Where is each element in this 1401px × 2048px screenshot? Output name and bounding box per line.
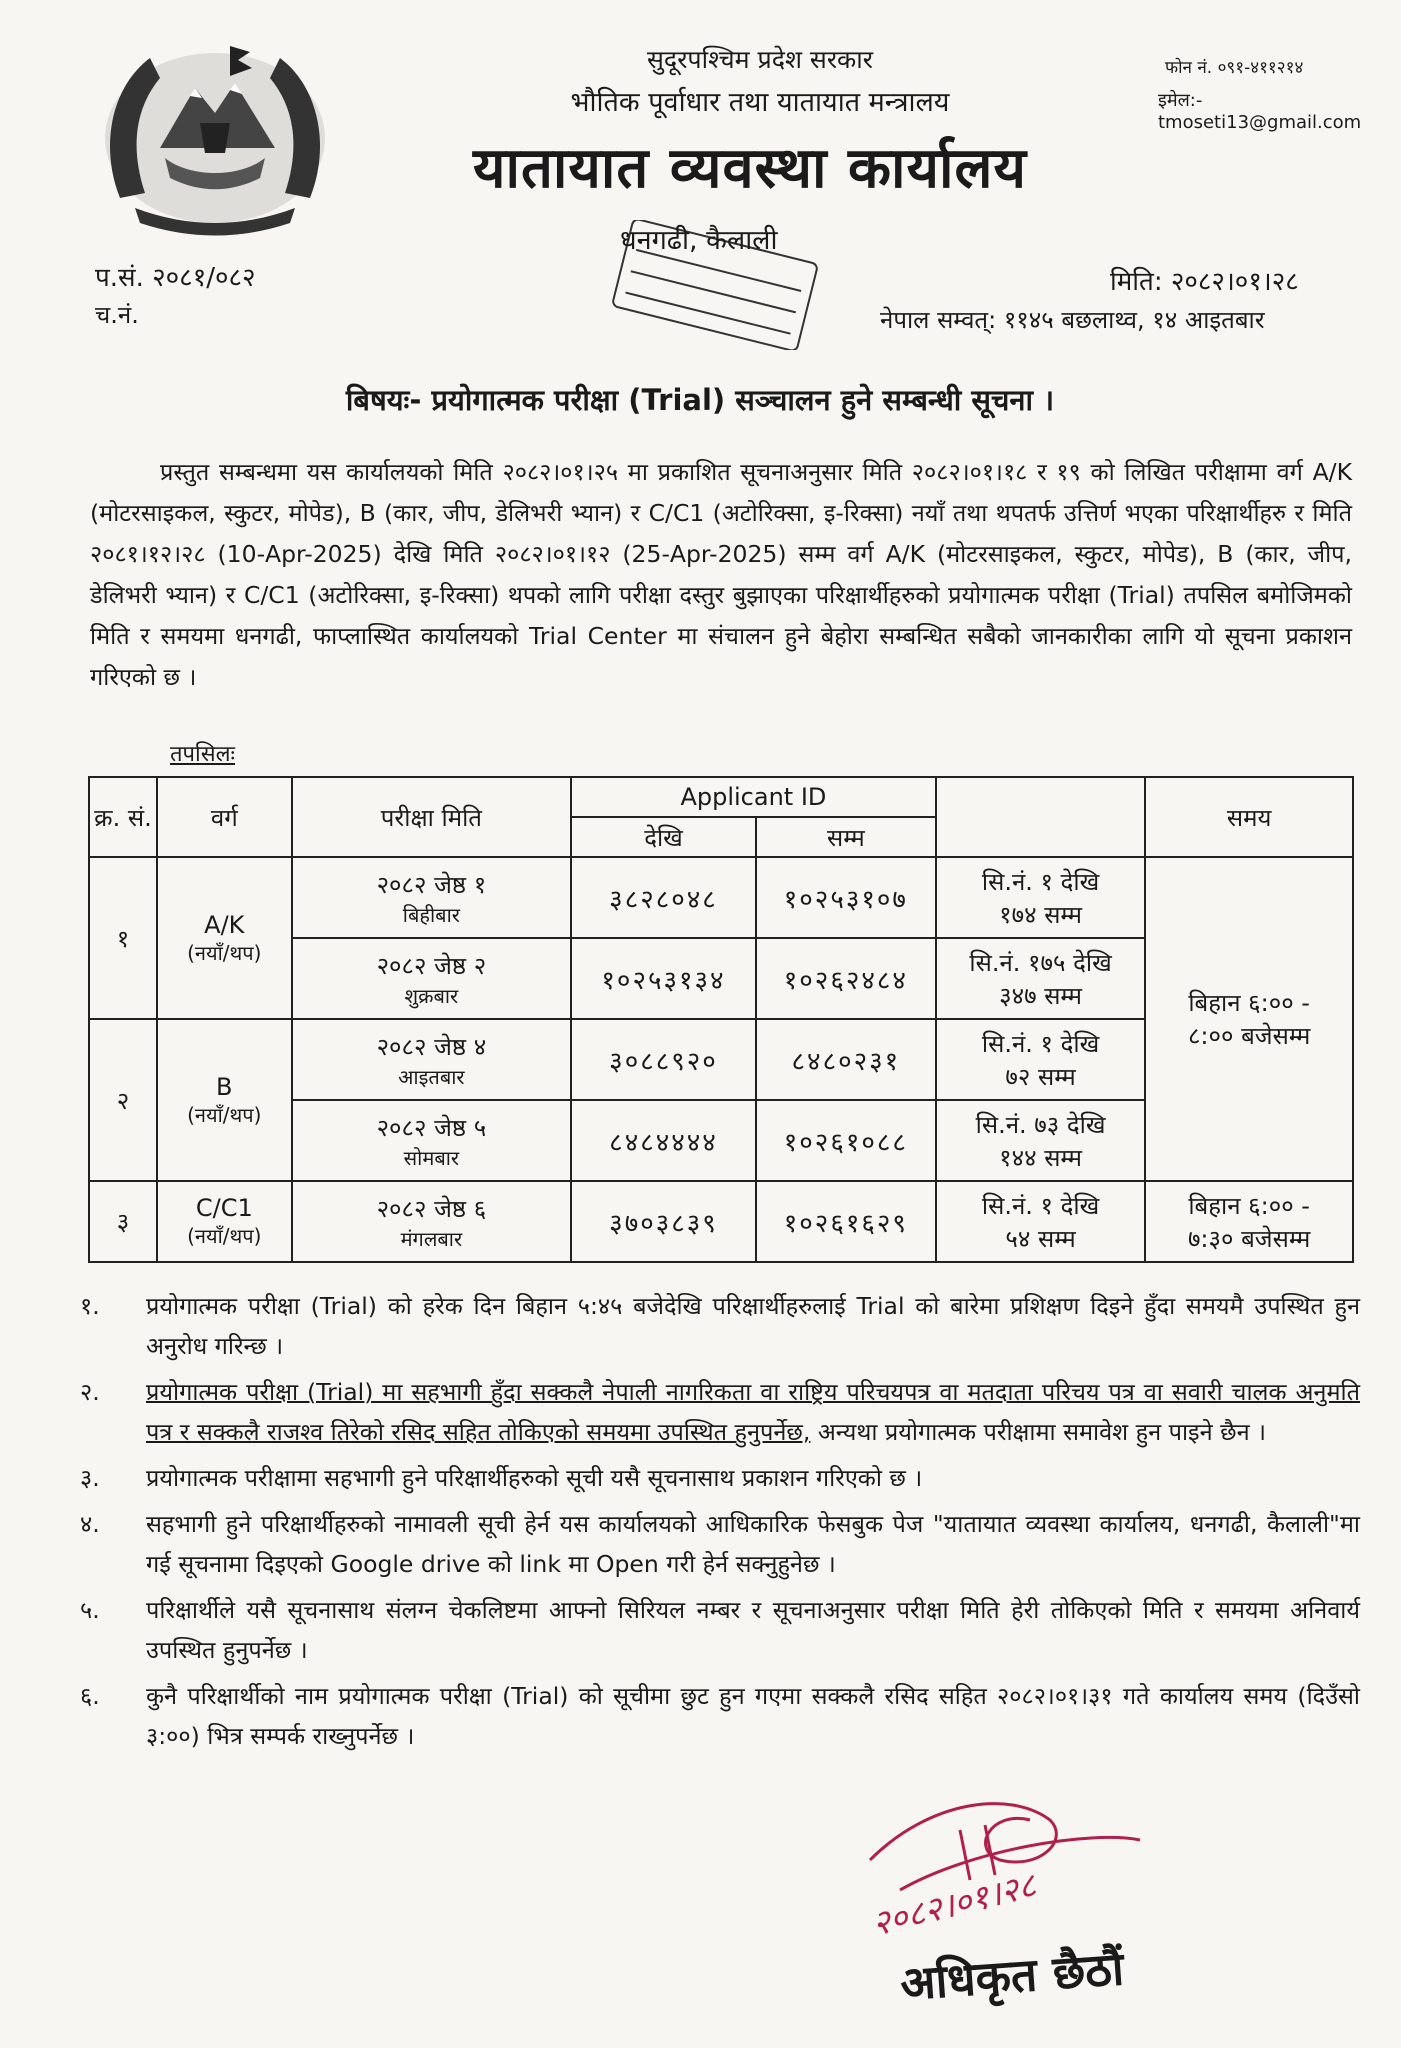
cell-id-from: ३८२८०४८ [571, 857, 756, 938]
exam-day: बिहीबार [402, 902, 460, 927]
header-serial [936, 777, 1146, 857]
dispatch-number: च.नं. [95, 301, 139, 329]
signature-date: २०८२।०१।२८ [868, 1865, 1041, 1945]
list-item [80, 1590, 1360, 1670]
office-location: धनगढी, कैलाली [620, 225, 778, 256]
list-item [80, 1504, 1360, 1584]
exam-date: २०८२ जेष्ठ ५ [376, 1113, 487, 1142]
government-name: सुदूरपश्चिम प्रदेश सरकार [647, 45, 873, 74]
nepal-samvat-date: नेपाल सम्वत्: ११४५ बछलाथ्व, १४ आइतबार [880, 306, 1265, 334]
cell-category [157, 1181, 292, 1262]
notice-subject: बिषयः- प्रयोगात्मक परीक्षा (Trial) सञ्चालन हुने सम्बन्धी सूचना । [345, 383, 1055, 417]
cell-id-to: १०२५३१०७ [756, 857, 936, 938]
header-applicant-id: Applicant ID [571, 777, 936, 817]
cell-id-from: ८४८४४४४ [571, 1100, 756, 1181]
email-address: इमेल:- tmoseti13@gmail.com [1158, 90, 1362, 133]
cell-exam-date [292, 1019, 571, 1100]
note-text: परिक्षार्थीले यसै सूचनासाथ संलग्न चेकलिष्टमा आफ्नो सिरियल नम्बर र सूचनाअनुसार परीक्षा मिति हेरी तोकिएको मिति र समयमा अनिवार्य उपस्थित हुनुपर्नेछ । [146, 1596, 1360, 1664]
exam-date: २०८२ जेष्ठ ४ [376, 1032, 487, 1061]
list-item [80, 1286, 1360, 1366]
details-label: तपसिलः [170, 742, 235, 767]
header-category: वर्ग [157, 777, 292, 857]
note-text: सहभागी हुने परिक्षार्थीहरुको नामावली सूची हेर्न यस कार्यालयको आधिकारिक फेसबुक पेज "यातायात व्यवस्था कार्यालय, धनगढी, कैलाली"मा गई सूचनामा दिइएको Google drive को link मा Open गरी हेर्न सक्नुहुनेछ । [146, 1510, 1360, 1578]
note-number: ४. [80, 1510, 100, 1538]
note-text-underlined: प्रयोगात्मक परीक्षा (Trial) मा सहभागी हुँदा सक्कलै नेपाली नागरिकता वा राष्ट्रिय परिचयपत्र वा मतदाता परिचय पत्र वा सवारी चालक अनुमति पत्र र सक्कलै राजश्व तिरेको रसिद सहित तोकिएको समयमा उपस्थित हुनुपर्नेछ, [146, 1378, 1360, 1446]
cell-exam-date [292, 1181, 571, 1262]
cell-serial [936, 1019, 1146, 1100]
serial-to: ७२ सम्म [1005, 1062, 1076, 1091]
header-sn: क्र. सं. [89, 777, 157, 857]
cell-category [157, 857, 292, 1019]
serial-from: सि.नं. १ देखि [981, 1191, 1100, 1220]
exam-day: आइतबार [398, 1064, 465, 1089]
exam-day: शुक्रबार [404, 983, 459, 1008]
note-text: प्रयोगात्मक परीक्षामा सहभागी हुने परिक्षार्थीहरुको सूची यसै सूचनासाथ प्रकाशन गरिएको छ । [146, 1464, 923, 1492]
note-number: ३. [80, 1464, 100, 1492]
note-number: ५. [80, 1596, 100, 1624]
office-name: यातायात व्यवस्था कार्यालय [473, 136, 1027, 201]
phone-number: फोन नं. ०९१-४११२१४ [1165, 58, 1304, 78]
category-code: B [216, 1072, 233, 1101]
reference-number: प.सं. २०८१/०८२ [95, 263, 256, 293]
serial-to: १४४ सम्म [999, 1143, 1082, 1172]
note-text: अन्यथा प्रयोगात्मक परीक्षामा समावेश हुन पाइने छैन । [810, 1418, 1266, 1446]
time-end: ७:३० बजेसम्म [1187, 1224, 1311, 1253]
table-row [89, 1181, 1353, 1262]
header-to: सम्म [756, 817, 936, 857]
note-text: कुनै परिक्षार्थीको नाम प्रयोगात्मक परीक्षा (Trial) को सूचीमा छुट हुन गएमा सक्कलै रसिद सहित २०८२।०१।३१ गते कार्यालय समय (दिउँसो ३:००) भित्र सम्पर्क राख्नुपर्नेछ । [146, 1682, 1360, 1750]
exam-day: मंगलबार [400, 1226, 463, 1251]
cell-id-from: ३०८८९२० [571, 1019, 756, 1100]
category-type: (नयाँ/थप) [187, 1102, 262, 1127]
cell-id-to: १०२६१०८८ [756, 1100, 936, 1181]
cell-id-from: ३७०३८३९ [571, 1181, 756, 1262]
nepal-coat-of-arms-icon [80, 28, 350, 238]
cell-sn: २ [89, 1019, 157, 1181]
signatory-title: अधिकृत छैठौं [898, 1941, 1126, 2011]
cell-id-to: १०२६१६२९ [756, 1181, 936, 1262]
cell-category [157, 1019, 292, 1181]
note-text: प्रयोगात्मक परीक्षा (Trial) को हरेक दिन बिहान ५:४५ बजेदेखि परिक्षार्थीहरुलाई Trial को बारेमा प्रशिक्षण दिइने हुँदा समयमै उपस्थित हुन अनुरोध गरिन्छ । [146, 1292, 1360, 1360]
time-end: ८:०० बजेसम्म [1187, 1022, 1311, 1050]
category-type: (नयाँ/थप) [187, 940, 262, 965]
cell-sn: १ [89, 857, 157, 1019]
list-item [80, 1676, 1360, 1756]
table-header-row [89, 777, 1353, 817]
cell-id-to: १०२६२४८४ [756, 938, 936, 1019]
exam-date: २०८२ जेष्ठ १ [376, 870, 487, 899]
cell-time-c [1145, 1181, 1353, 1262]
exam-date: २०८२ जेष्ठ ६ [376, 1194, 487, 1223]
exam-date: २०८२ जेष्ठ २ [376, 951, 487, 980]
header-exam-date: परीक्षा मिति [292, 777, 571, 857]
body-paragraph: प्रस्तुत सम्बन्धमा यस कार्यालयको मिति २०८२।०१।२५ मा प्रकाशित सूचनाअनुसार मिति २०८२।०१।१८ र १९ को लिखित परीक्षामा वर्ग A/K (मोटरसाइकल, स्कुटर, मोपेड), B (कार, जीप, डेलिभरी भ्यान) र C/C1 (अटोरिक्सा, इ-रिक्सा) नयाँ तथा थपतर्फ उत्तिर्ण भएका परिक्षार्थीहरु र मिति २०८१।१२।२८ (10-Apr-2025) देखि मिति २०८२।०१।१२ (25-Apr-2025) सम्म वर्ग A/K (मोटरसाइकल, स्कुटर, मोपेड), B (कार, जीप, डेलिभरी भ्यान) र C/C1 (अटोरिक्सा, इ-रिक्सा) थपको लागि परीक्षा दस्तुर बुझाएका परिक्षार्थीहरुको प्रयोगात्मक परीक्षा (Trial) तपसिल बमोजिमको मिति र समयमा धनगढी, फाप्लास्थित कार्यालयको Trial Center मा संचालन हुने बेहोरा सम्बन्धित सबैको जानकारीका लागि यो सूचना प्रकाशन गरिएको छ । [90, 458, 1352, 691]
cell-exam-date [292, 938, 571, 1019]
notes-list [80, 1286, 1360, 1762]
cell-time-ab [1145, 857, 1353, 1181]
category-code: C/C1 [195, 1194, 253, 1222]
serial-from: सि.नं. १ देखि [981, 867, 1100, 896]
cell-serial [936, 938, 1146, 1019]
cell-id-from: १०२५३१३४ [571, 938, 756, 1019]
list-item [80, 1372, 1360, 1452]
serial-from: सि.नं. १ देखि [981, 1029, 1100, 1058]
category-code: A/K [204, 910, 245, 939]
note-number: २. [80, 1378, 100, 1406]
cell-serial [936, 857, 1146, 938]
serial-to: ५४ सम्म [1005, 1224, 1076, 1253]
note-number: १. [80, 1292, 100, 1320]
cell-sn: ३ [89, 1181, 157, 1262]
trial-schedule-table [88, 776, 1354, 1263]
cell-serial [936, 1181, 1146, 1262]
cell-id-to: ८४८०२३१ [756, 1019, 936, 1100]
note-number: ६. [80, 1682, 100, 1710]
notice-date: मिति: २०८२।०१।२८ [1110, 267, 1299, 297]
cell-exam-date [292, 1100, 571, 1181]
category-type: (नयाँ/थप) [187, 1224, 262, 1248]
cell-serial [936, 1100, 1146, 1181]
exam-day: सोमबार [403, 1145, 460, 1170]
ministry-name: भौतिक पूर्वाधार तथा यातायात मन्त्रालय [570, 87, 950, 118]
list-item [80, 1458, 1360, 1498]
header-from: देखि [571, 817, 756, 857]
serial-from: सि.नं. १७५ देखि [969, 948, 1112, 977]
cell-exam-date [292, 857, 571, 938]
serial-from: सि.नं. ७३ देखि [975, 1110, 1106, 1139]
time-start: बिहान ६:०० - [1188, 1191, 1310, 1220]
serial-to: १७४ सम्म [999, 900, 1082, 929]
serial-to: ३४७ सम्म [999, 981, 1082, 1010]
header-time: समय [1145, 777, 1353, 857]
table-row [89, 857, 1353, 938]
time-start: बिहान ६:०० - [1188, 989, 1310, 1017]
